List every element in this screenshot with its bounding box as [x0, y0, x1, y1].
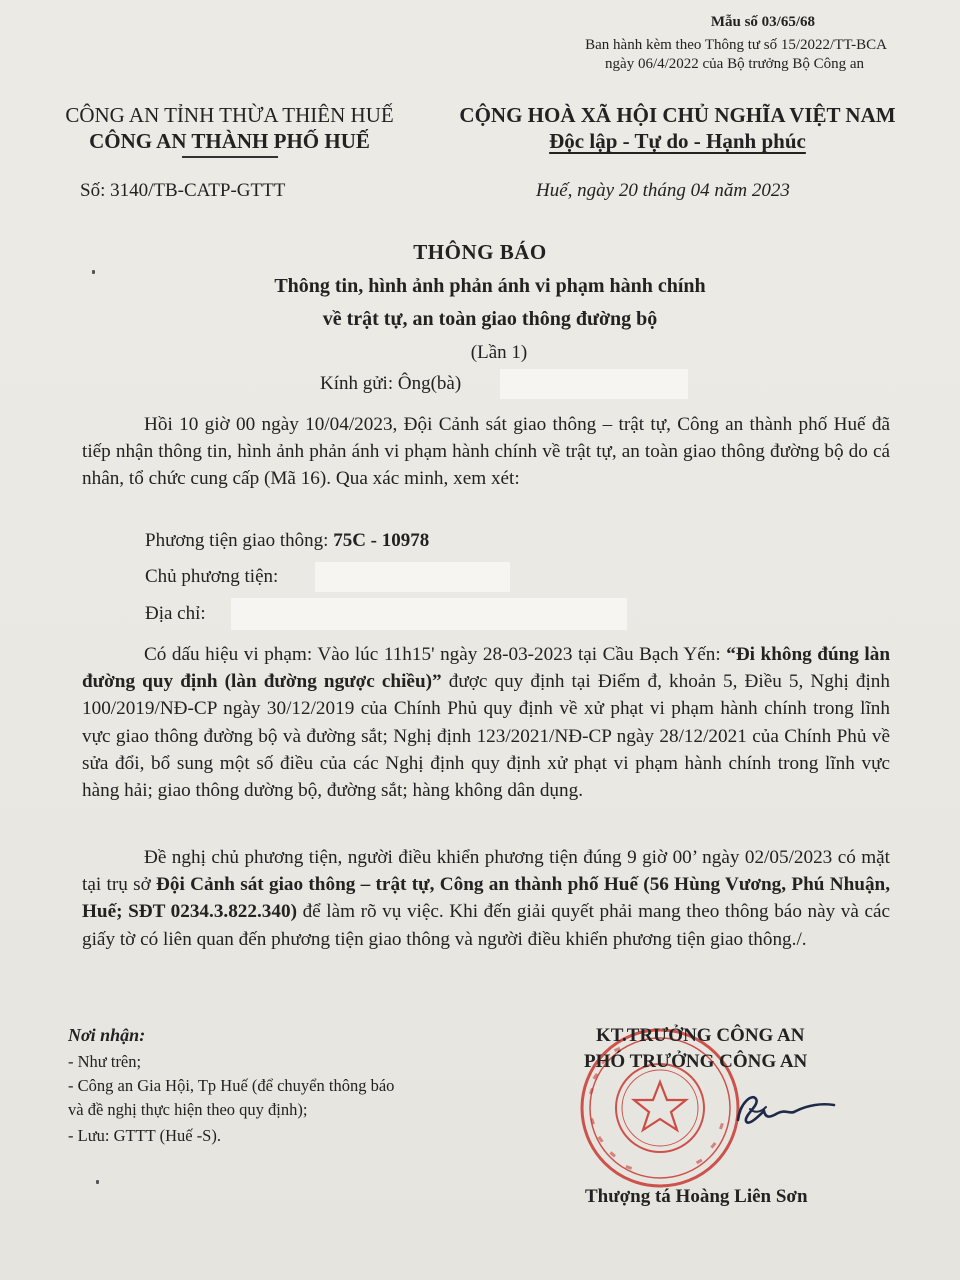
recipients-heading: Nơi nhận:	[68, 1025, 146, 1045]
issued-note-line-2: ngày 06/4/2022 của Bộ trưởng Bộ Công an	[605, 56, 864, 72]
recipient-line-4: - Lưu: GTTT (Huế -S).	[68, 1126, 221, 1145]
national-motto: Độc lập - Tự do - Hạnh phúc	[549, 129, 806, 153]
agency-name: CÔNG AN THÀNH PHỐ HUẾ	[89, 129, 370, 153]
issuing-agency	[52, 102, 407, 158]
recipient-line-3: và đề nghị thực hiện theo quy định);	[68, 1100, 308, 1119]
address-label: Địa chỉ:	[145, 603, 206, 624]
violation-legal-basis: được quy định tại Điểm đ, khoản 5, Điều 5, Nghị định 100/2019/NĐ-CP ngày 30/12/2019 của Chính Phủ quy định về xử phạt vi phạm hành chính trong lĩnh vực giao thông đường bộ và đường sắt; Nghị định 123/2021/NĐ-CP ngày 28/12/2021 của Chính Phủ về sửa đổi, bổ sung một số điều của các Nghị định quy định xử phạt vi phạm hành chính trong lĩnh vực hàng hải; giao thông dường bộ, đường sắt; hàng không dân dụng.	[82, 671, 890, 802]
place-date: Huế, ngày 20 tháng 04 năm 2023	[536, 180, 790, 201]
signature-title-2: PHÓ TRƯỞNG CÔNG AN	[584, 1051, 808, 1072]
redacted-address	[231, 598, 627, 630]
owner-field	[145, 566, 278, 588]
document-number: Số: 3140/TB-CATP-GTTT	[80, 180, 286, 201]
document-subtitle-1: Thông tin, hình ảnh phản ánh vi phạm hành chính	[274, 275, 706, 297]
parent-agency: CÔNG AN TỈNH THỪA THIÊN HUẾ	[65, 103, 394, 127]
paragraph-request	[82, 844, 890, 953]
owner-label: Chủ phương tiện:	[145, 566, 279, 587]
redacted-owner-name	[315, 562, 510, 592]
paragraph-intro: Hồi 10 giờ 00 ngày 10/04/2023, Đội Cảnh sát giao thông – trật tự, Công an thành phố Huế đã tiếp nhận thông tin, hình ảnh phản ánh vi phạm hành chính về trật tự, an toàn giao thông đường bộ do cá nhân, tổ chức cung cấp (Mã 16). Qua xác minh, xem xét:	[82, 414, 890, 490]
document-title: THÔNG BÁO	[413, 240, 547, 264]
agency-underline	[182, 156, 278, 158]
recipient-line-2: - Công an Gia Hội, Tp Huế (để chuyển thông báo	[68, 1076, 395, 1095]
vehicle-field	[145, 530, 429, 552]
issued-note-line-1: Ban hành kèm theo Thông tư số 15/2022/TT-BCA	[585, 37, 887, 53]
document-subtitle-2: về trật tự, an toàn giao thông đường bộ	[322, 308, 658, 330]
national-title	[440, 102, 915, 154]
vehicle-plate: 75C - 10978	[333, 530, 430, 551]
handwritten-signature-icon	[730, 1085, 840, 1135]
vehicle-label: Phương tiện giao thông:	[145, 530, 329, 551]
country-name: CỘNG HOÀ XÃ HỘI CHỦ NGHĨA VIỆT NAM	[459, 103, 896, 127]
signature-title-1: KT.TRƯỞNG CÔNG AN	[596, 1025, 805, 1046]
signer-name: Thượng tá Hoàng Liên Sơn	[585, 1186, 808, 1207]
redacted-recipient-name	[500, 369, 688, 399]
greeting: Kính gửi: Ông(bà)	[320, 373, 462, 394]
form-number: Mẫu số 03/65/68	[710, 14, 815, 30]
paper-speck	[92, 270, 95, 274]
recipient-line-1: - Như trên;	[68, 1052, 142, 1071]
request-location: Đội Cảnh sát giao thông – trật tự, Công an thành phố Huế (56 Hùng Vương, Phú Nhuận, Huế; SĐT 0234.3.822.340)	[82, 874, 891, 923]
attempt-number: (Lần 1)	[470, 342, 528, 363]
address-field	[145, 603, 206, 625]
violation-intro: Có dấu hiệu vi phạm: Vào lúc 11h15' ngày 28-03-2023 tại Cầu Bạch Yến:	[144, 644, 721, 665]
request-intro: Đề nghị chủ phương tiện, người điều khiển phương tiện đúng 9 giờ 00’ ngày 02/05/2023 có mặt tại trụ sở	[82, 847, 890, 896]
request-rest: để làm rõ vụ việc. Khi đến giải quyết phải mang theo thông báo này và các giấy tờ có liên quan đến phương tiện giao thông và người điều khiển phương tiện giao thông./.	[82, 901, 891, 950]
paragraph-violation	[82, 641, 890, 804]
paper-speck	[96, 1180, 99, 1184]
violation-description: “Đi không đúng làn đường quy định (làn đường ngược chiều)”	[82, 644, 891, 693]
